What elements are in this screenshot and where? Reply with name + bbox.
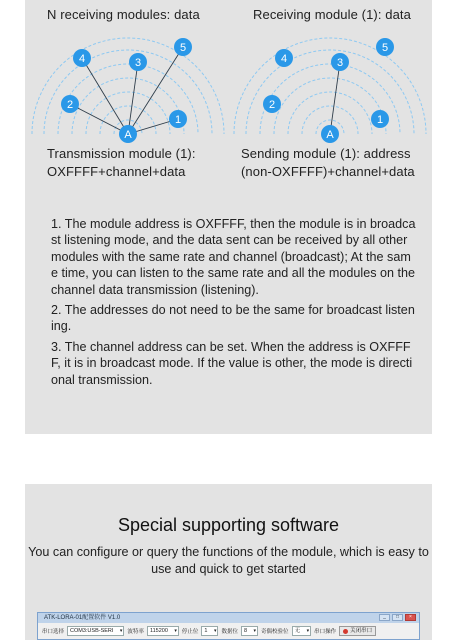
svg-text:A: A (326, 129, 334, 141)
description-item-3: 3. The channel address can be set. When the address is OXFFFF, it is in broadcast mode. If the value is other, the mode is directional transmission. (51, 339, 413, 387)
svg-text:5: 5 (179, 42, 187, 54)
node-4 (73, 49, 91, 67)
maximize-icon[interactable]: □ (392, 614, 403, 621)
port-operation-label: 串口操作 (314, 629, 337, 635)
left-caption-line2: OXFFFF+channel+data (47, 164, 186, 179)
node-a-transmitter (119, 125, 137, 143)
node-5 (376, 38, 394, 56)
port-label: 串口选择 (42, 629, 65, 635)
window-title: ATK-LORA-01配置软件 V1.0 (44, 615, 121, 621)
svg-text:3: 3 (134, 57, 142, 69)
close-icon[interactable]: × (405, 614, 416, 621)
svg-text:5: 5 (381, 42, 389, 54)
node-2 (263, 95, 281, 113)
svg-text:2: 2 (268, 99, 276, 111)
left-caption-line1: Transmission module (1): (47, 146, 196, 161)
svg-text:4: 4 (280, 53, 288, 65)
svg-text:2: 2 (66, 99, 74, 111)
right-diagram-heading: Receiving module (1): data (253, 7, 411, 22)
node-3 (331, 53, 349, 71)
description-item-2: 2. The addresses do not need to be the same for broadcast listening. (51, 303, 415, 334)
parity-select[interactable]: 无 ▾ (292, 626, 312, 636)
node-3 (129, 53, 147, 71)
baud-label: 波特率 (127, 629, 144, 635)
mode-description (51, 216, 416, 392)
broadcast-diagram-left (30, 30, 226, 145)
close-port-button[interactable] (339, 626, 376, 636)
left-diagram-heading: N receiving modules: data (47, 7, 200, 22)
node-1 (169, 110, 187, 128)
svg-text:1: 1 (376, 114, 384, 126)
data-bits-label: 数据位 (221, 629, 238, 635)
svg-text:4: 4 (78, 53, 86, 65)
svg-text:A: A (124, 129, 132, 141)
right-caption-line1: Sending module (1): address (241, 146, 411, 161)
port-select[interactable]: COM3:USB-SERI ▾ (67, 626, 124, 636)
software-subtitle: You can configure or query the functions of the module, which is easy to use and quick to get started (28, 545, 429, 576)
directional-diagram-right (232, 30, 428, 145)
window-titlebar (38, 613, 419, 623)
close-port-label: 关闭串口 (350, 628, 373, 634)
node-2 (61, 95, 79, 113)
node-a-sender (321, 125, 339, 143)
svg-text:3: 3 (336, 57, 344, 69)
stop-bits-select[interactable]: 1 ▾ (201, 626, 218, 636)
stop-bits-label: 停止位 (181, 629, 199, 635)
baud-select[interactable]: 115200 ▾ (147, 626, 179, 636)
svg-text:1: 1 (174, 114, 182, 126)
parity-label: 奇偶校验位 (261, 629, 289, 635)
serial-toolbar (38, 625, 419, 637)
software-title: Special supporting software (117, 515, 340, 535)
port-status-icon (343, 629, 348, 634)
data-bits-select[interactable]: 8 ▾ (241, 626, 258, 636)
description-item-1: 1. The module address is OXFFFF, then the module is in broadcast listening mode, and the data sent can be received by all other modules with the same rate and channel (broadcast); At the same time, you can listen to the same rate and all the modules on the channel data transmission (listening). (51, 217, 416, 297)
minimize-icon[interactable]: _ (379, 614, 390, 621)
config-software-window (37, 612, 420, 640)
node-4 (275, 49, 293, 67)
node-5 (174, 38, 192, 56)
right-caption-line2: (non-OXFFFF)+channel+data (241, 164, 415, 179)
node-1 (371, 110, 389, 128)
